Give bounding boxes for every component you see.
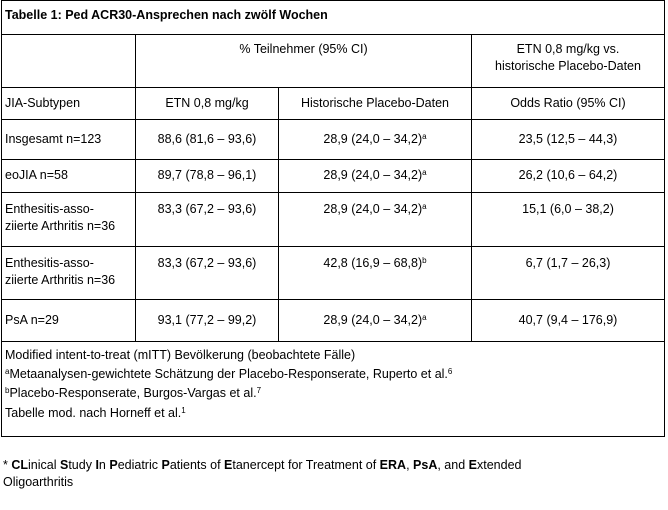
study-acronym-note <box>3 457 623 491</box>
cell-odds: 6,7 (1,7 – 26,3) <box>525 256 611 270</box>
cell-placebo <box>279 312 471 329</box>
col-header-etn: ETN 0,8 mg/kg <box>165 96 249 110</box>
study-note-line2: Oligoarthritis <box>3 475 74 489</box>
study-note-line1 <box>3 457 623 474</box>
footnote-marker: b <box>422 256 427 265</box>
footnote-mitt: Modified intent-to-treat (mITT) Bevölkerung (beobachtete Fälle) <box>5 348 356 362</box>
footnote-marker: a <box>422 132 427 141</box>
row-divider <box>2 299 664 300</box>
row-label-line2: ziierte Arthritis n=36 <box>5 219 116 233</box>
note-key: P <box>109 458 118 472</box>
cell-placebo <box>279 167 471 184</box>
note-text: xtended <box>476 458 522 472</box>
note-text: tudy <box>68 458 96 472</box>
row-divider <box>2 87 664 88</box>
col-header-subtype: JIA-Subtypen <box>5 96 81 110</box>
note-key: P <box>161 458 170 472</box>
note-key: S <box>59 458 69 472</box>
note-text: atients of <box>169 458 225 472</box>
note-text: inical <box>28 458 60 472</box>
footnote-a-mark: a <box>5 367 10 376</box>
cell-etn: 83,3 (67,2 – 93,6) <box>157 202 257 216</box>
row-label-line1: Enthesitis-asso- <box>5 256 94 270</box>
footnote-mod-ref: 1 <box>181 406 186 415</box>
footnote-mod <box>5 405 186 421</box>
footnote-b <box>5 385 261 401</box>
row-divider <box>2 192 664 193</box>
note-text: ediatric <box>117 458 162 472</box>
note-key: E <box>224 458 233 472</box>
cell-placebo-value: 42,8 (16,9 – 68,8) <box>323 256 423 270</box>
row-divider <box>2 341 664 342</box>
group-header-etn-vs-line2: historische Placebo-Daten <box>495 59 641 73</box>
row-label-line2: ziierte Arthritis n=36 <box>5 273 116 287</box>
row-label: PsA n=29 <box>5 313 59 327</box>
note-text: n <box>98 458 110 472</box>
cell-placebo-value: 28,9 (24,0 – 34,2) <box>323 202 423 216</box>
col-header-odds: Odds Ratio (95% CI) <box>510 96 626 110</box>
footnote-b-mark: b <box>5 386 10 395</box>
footnote-a-ref: 6 <box>447 367 453 376</box>
note-text: , <box>406 458 414 472</box>
col-divider-1 <box>135 35 136 341</box>
footnote-a-text: Metaanalysen-gewichtete Schätzung der Placebo-Responserate, Ruperto et al. <box>9 367 448 381</box>
row-divider <box>2 246 664 247</box>
footnote-b-text: Placebo-Responserate, Burgos-Vargas et al. <box>9 386 257 400</box>
note-key: PsA <box>413 458 438 472</box>
footnote-mod-text: Tabelle mod. nach Horneff et al. <box>5 406 182 420</box>
cell-odds: 40,7 (9,4 – 176,9) <box>518 313 618 327</box>
note-key: ERA <box>379 458 407 472</box>
group-header-etn-vs-line1: ETN 0,8 mg/kg vs. <box>516 42 620 56</box>
footnote-marker: a <box>422 313 427 322</box>
note-key: I <box>95 458 99 472</box>
cell-etn: 88,6 (81,6 – 93,6) <box>157 132 257 146</box>
cell-placebo <box>279 201 471 218</box>
cell-odds: 26,2 (10,6 – 64,2) <box>518 168 618 182</box>
footnote-b-ref: 7 <box>256 386 262 395</box>
footnote-marker: a <box>422 168 427 177</box>
row-divider <box>2 159 664 160</box>
note-text: * <box>3 458 12 472</box>
note-text: , and <box>437 458 469 472</box>
cell-odds: 15,1 (6,0 – 38,2) <box>522 202 614 216</box>
row-divider <box>2 119 664 120</box>
col-header-placebo: Historische Placebo-Daten <box>301 96 449 110</box>
cell-odds: 23,5 (12,5 – 44,3) <box>518 132 618 146</box>
note-text: tanercept for Treatment of <box>232 458 380 472</box>
results-table <box>1 0 665 437</box>
group-header-participants: % Teilnehmer (95% CI) <box>239 42 368 56</box>
cell-placebo <box>279 255 471 272</box>
note-key: CL <box>11 458 29 472</box>
col-divider-3 <box>471 35 472 341</box>
cell-etn: 89,7 (78,8 – 96,1) <box>157 168 257 182</box>
row-label: eoJIA n=58 <box>5 168 68 182</box>
row-label: Insgesamt n=123 <box>5 132 102 146</box>
footnote-marker: a <box>422 202 427 211</box>
cell-placebo-value: 28,9 (24,0 – 34,2) <box>323 313 423 327</box>
cell-etn: 83,3 (67,2 – 93,6) <box>157 256 257 270</box>
cell-etn: 93,1 (77,2 – 99,2) <box>157 313 257 327</box>
cell-placebo-value: 28,9 (24,0 – 34,2) <box>323 132 423 146</box>
row-label-line1: Enthesitis-asso- <box>5 202 94 216</box>
cell-placebo <box>279 131 471 148</box>
table-title: Tabelle 1: Ped ACR30-Ansprechen nach zwölf Wochen <box>5 8 328 22</box>
cell-placebo-value: 28,9 (24,0 – 34,2) <box>323 168 423 182</box>
footnote-a <box>5 366 452 382</box>
group-header-etn-vs <box>472 41 664 75</box>
table-title-row <box>2 1 664 35</box>
row-label <box>5 201 115 235</box>
note-key: E <box>468 458 477 472</box>
row-label <box>5 255 115 289</box>
